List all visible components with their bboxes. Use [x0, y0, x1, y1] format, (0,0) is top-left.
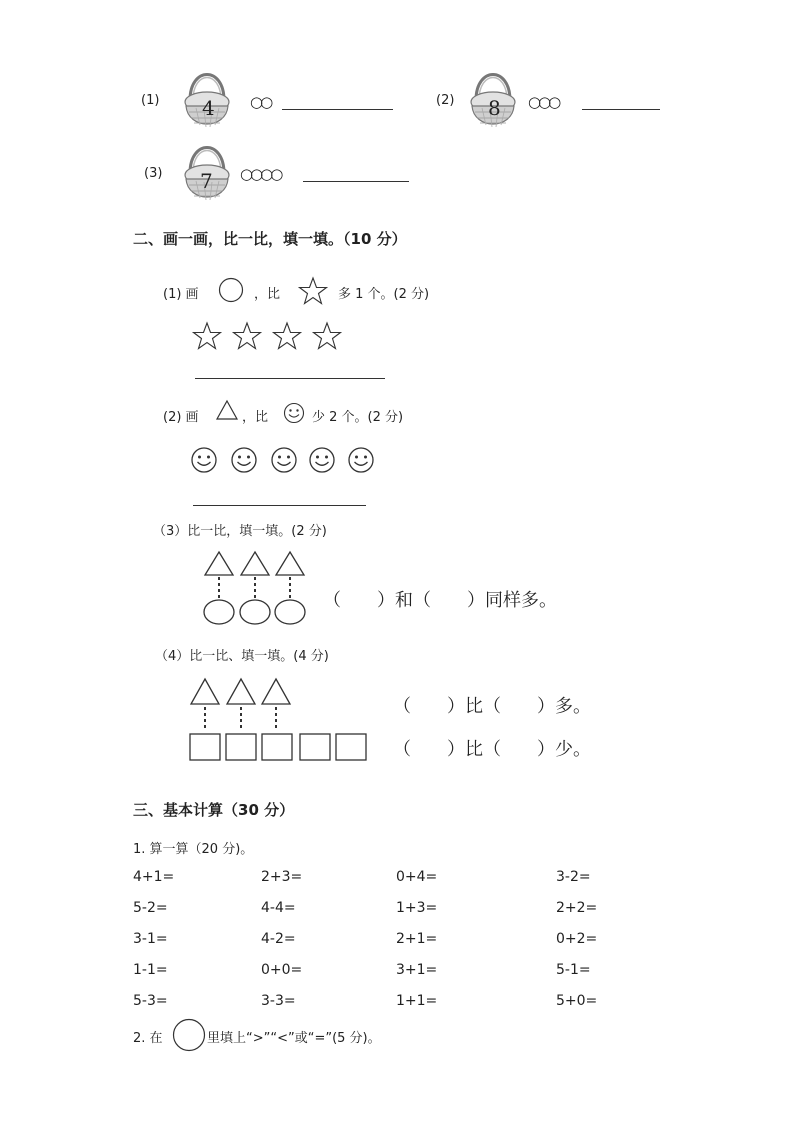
question-text: ，比	[242, 410, 269, 425]
question-label: (1)	[141, 93, 160, 108]
answer-blank[interactable]	[303, 181, 409, 182]
subsection-title: 1. 算一算（20 分)。	[133, 842, 254, 857]
calc-item[interactable]: 2+1=	[396, 931, 438, 947]
smiley-icon	[310, 448, 334, 472]
star-icon	[194, 323, 221, 349]
question-label: （4）比一比、填一填。(4 分)	[155, 649, 329, 664]
star-icon	[314, 323, 341, 349]
calc-item[interactable]: 0+2=	[556, 931, 598, 947]
square-icon	[190, 734, 220, 760]
smiley-icon	[232, 448, 256, 472]
circle-row: ○○○○	[240, 165, 281, 183]
section-title: 三、基本计算（30 分）	[133, 801, 295, 819]
calc-item[interactable]: 0+0=	[261, 962, 303, 978]
square-icon	[262, 734, 292, 760]
section-title: 二、画一画，比一比，填一填。（10 分）	[133, 230, 407, 248]
star-row	[190, 320, 350, 352]
circle-icon	[218, 277, 244, 303]
triangle-circle-figure	[200, 550, 310, 626]
calc-item[interactable]: 1+1=	[396, 993, 438, 1009]
subsection-title: 2. 在	[133, 1031, 163, 1046]
smiley-icon	[192, 448, 216, 472]
circle-row: ○○○	[528, 93, 559, 111]
answer-blank[interactable]	[282, 109, 393, 110]
circle-icon	[204, 600, 234, 624]
triangle-icon	[205, 552, 233, 575]
question-label: (3)	[144, 166, 163, 181]
question-label: (1) 画	[163, 287, 199, 302]
star-icon	[298, 276, 328, 306]
triangle-icon	[276, 552, 304, 575]
drawing-line[interactable]	[193, 505, 366, 506]
question-text: 少 2 个。(2 分)	[312, 410, 404, 425]
smiley-icon	[349, 448, 373, 472]
fill-answer[interactable]: （ ）和（ ）同样多。	[323, 590, 557, 611]
triangle-icon	[215, 399, 239, 421]
fill-answer-less[interactable]: （ ）比（ ）少。	[393, 739, 591, 760]
basket-number: 7	[200, 169, 213, 193]
circle-icon	[275, 600, 305, 624]
smiley-icon	[283, 402, 305, 424]
circle-row: ○○	[250, 93, 271, 111]
star-icon	[274, 323, 301, 349]
subsection-title: 里填上“>”“<”或“=”(5 分)。	[207, 1031, 381, 1046]
circle-icon	[240, 600, 270, 624]
basket-number: 8	[488, 96, 501, 120]
calc-item[interactable]: 3-2=	[556, 869, 591, 885]
triangle-icon	[262, 679, 290, 704]
basket-number: 4	[202, 96, 215, 120]
calc-item[interactable]: 5-3=	[133, 993, 168, 1009]
fill-answer-more[interactable]: （ ）比（ ）多。	[393, 696, 591, 717]
calc-item[interactable]: 4-2=	[261, 931, 296, 947]
calc-item[interactable]: 0+4=	[396, 869, 438, 885]
calc-item[interactable]: 4-4=	[261, 900, 296, 916]
question-label: (2) 画	[163, 410, 199, 425]
square-icon	[226, 734, 256, 760]
drawing-line[interactable]	[195, 378, 385, 379]
circle-icon	[172, 1018, 206, 1052]
question-text: 多 1 个。(2 分)	[338, 287, 430, 302]
calc-item[interactable]: 5-2=	[133, 900, 168, 916]
calc-item[interactable]: 3-3=	[261, 993, 296, 1009]
triangle-icon	[227, 679, 255, 704]
question-label: （3）比一比，填一填。(2 分)	[153, 524, 327, 539]
star-icon	[234, 323, 261, 349]
calc-item[interactable]: 1+3=	[396, 900, 438, 916]
square-icon	[336, 734, 366, 760]
calc-item[interactable]: 3-1=	[133, 931, 168, 947]
smiley-icon	[272, 448, 296, 472]
question-text: ，比	[254, 287, 281, 302]
triangle-icon	[241, 552, 269, 575]
square-icon	[300, 734, 330, 760]
calc-item[interactable]: 5+0=	[556, 993, 598, 1009]
calc-item[interactable]: 3+1=	[396, 962, 438, 978]
answer-blank[interactable]	[582, 109, 660, 110]
question-label: (2)	[436, 93, 455, 108]
triangle-icon	[191, 679, 219, 704]
calc-item[interactable]: 4+1=	[133, 869, 175, 885]
calc-item[interactable]: 2+2=	[556, 900, 598, 916]
calc-item[interactable]: 1-1=	[133, 962, 168, 978]
triangle-square-figure	[188, 676, 373, 762]
calc-item[interactable]: 2+3=	[261, 869, 303, 885]
calc-item[interactable]: 5-1=	[556, 962, 591, 978]
smiley-row	[190, 446, 380, 476]
